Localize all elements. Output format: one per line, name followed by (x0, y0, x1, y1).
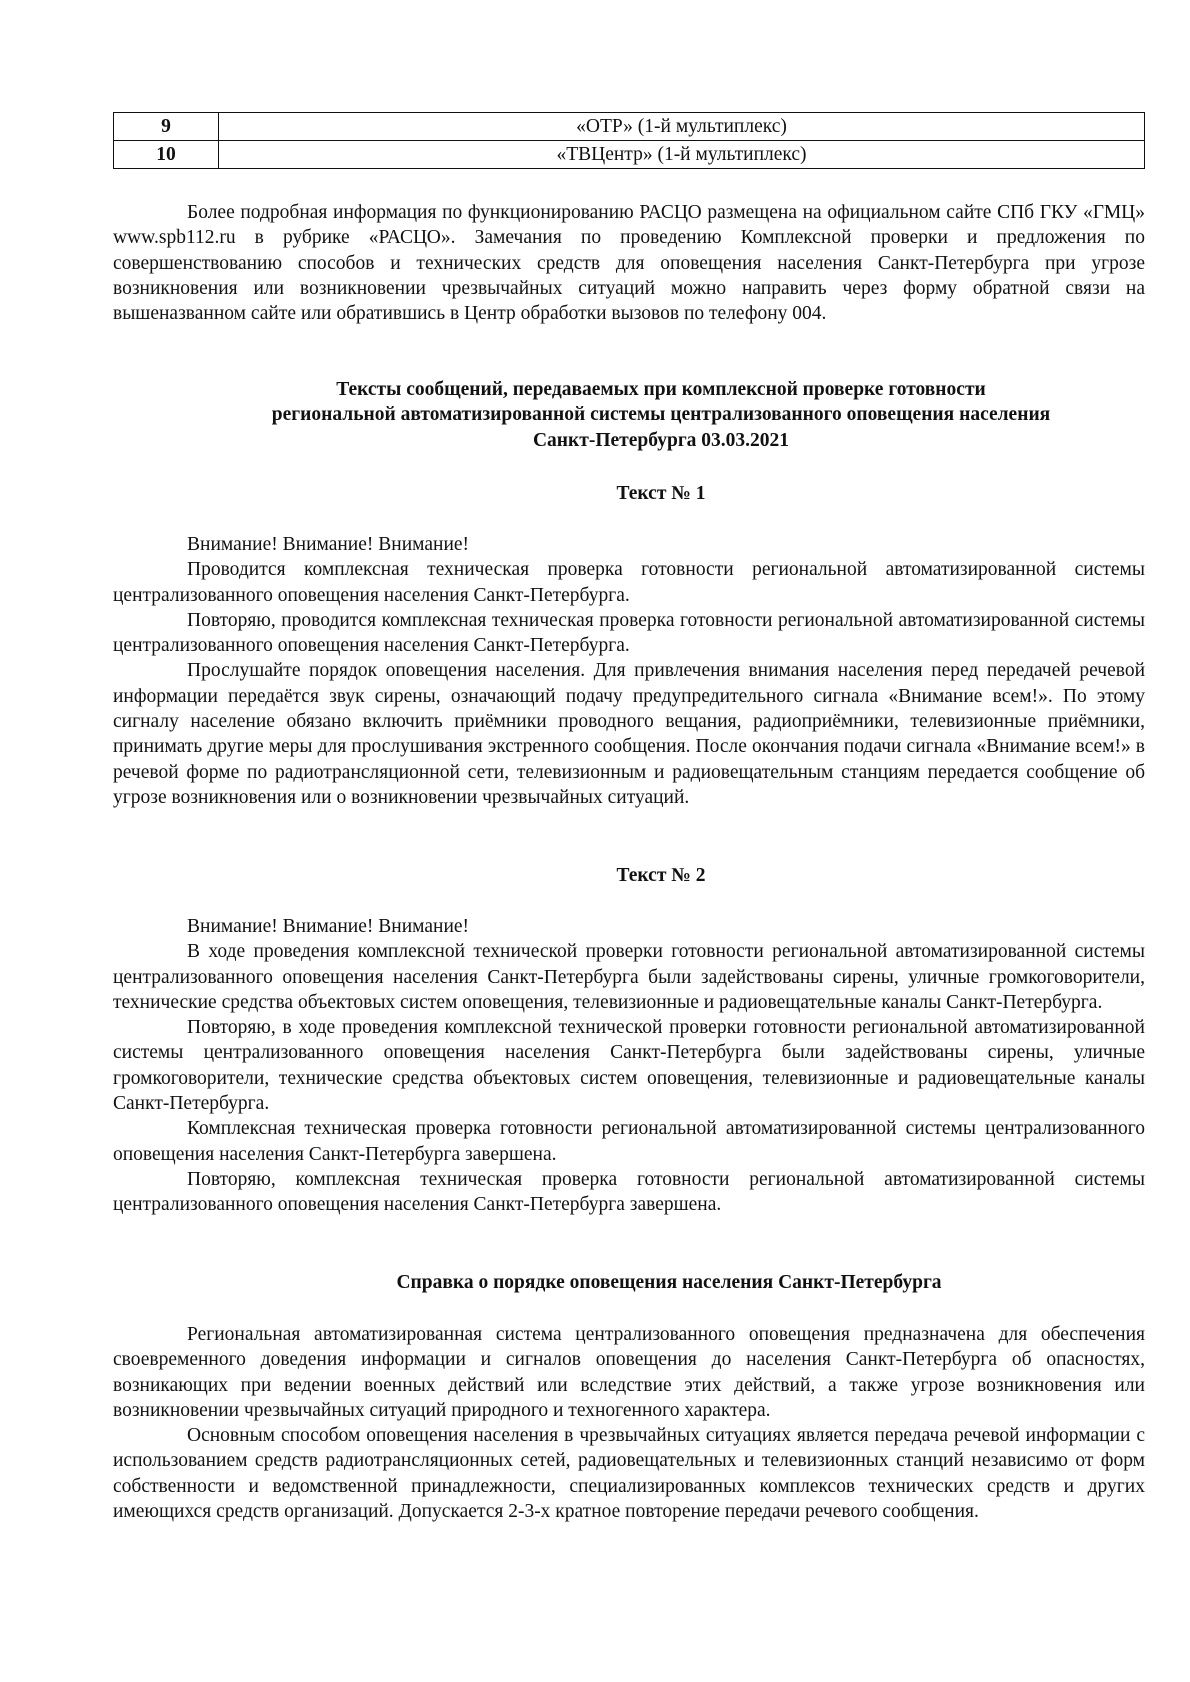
intro-paragraph: Более подробная информация по функционированию РАСЦО размещена на официальном сайте СПб ГКУ «ГМЦ» www.spb112.ru в рубрике «РАСЦО». Замечания по проведению Комплексной проверки и предложения по совершенствованию способов и технических средств для оповещения населения Санкт-Петербурга при угрозе возникновения или возникновении чрезвычайных ситуаций можно направить через форму обратной связи на вышеназванном сайте или обратившись в Центр обработки вызовов по телефону 004. (113, 202, 1145, 325)
table-row (114, 113, 1145, 141)
table-row (114, 141, 1145, 169)
intro-section (113, 200, 1145, 326)
reference-paragraph: Региональная автоматизированная система централизованного оповещения предназначена для обеспечения своевременного доведения информации и сигналов оповещения до населения Санкт-Петербурга об опасностях, возникающих при ведении военных действий или вследствие этих действий, а также угрозе возникновения или возникновении чрезвычайных ситуаций природного и техногенного характера. (113, 1324, 1145, 1421)
channels-table (113, 112, 1145, 169)
text-1-paragraph: Повторяю, проводится комплексная техническая проверка готовности региональной автоматизированной системы централизованного оповещения населения Санкт-Петербурга. (113, 609, 1145, 657)
text-2-heading: Текст № 2 (616, 865, 706, 886)
text-1-body (113, 532, 1145, 810)
text-1-section (113, 481, 1145, 506)
text-1-paragraph: Прослушайте порядок оповещения населения. Для привлечения внимания населения перед передачей речевой информации передаётся звук сирены, означающий подачу предупредительного сигнала «Внимание всем!». По этому сигналу население обязано включить приёмники проводного вещания, радиоприёмники, телевизионные приёмники, принимать другие меры для прослушивания экстренного сообщения. После окончания подачи сигнала «Внимание всем!» в речевой форме по радиотрансляционной сети, телевизионным и радиовещательным станциям передается сообщение об угрозе возникновения или о возникновении чрезвычайных ситуаций. (113, 660, 1145, 808)
messages-title (113, 377, 1145, 453)
row-number: 10 (114, 141, 219, 169)
row-number: 9 (114, 113, 219, 141)
reference-section (113, 1270, 1145, 1295)
reference-paragraph: Основным способом оповещения населения в чрезвычайных ситуациях является передача речевой информации с использованием средств радиотрансляционных сетей, радиовещательных и телевизионных станций независимо от форм собственности и ведомственной принадлежности, специализированных комплексов технических средств и других имеющихся средств организаций. Допускается 2-3-х кратное повторение передачи речевого сообщения. (113, 1425, 1145, 1523)
text-1-heading: Текст № 1 (616, 483, 706, 504)
text-2-section (113, 863, 1145, 888)
reference-heading: Справка о порядке оповещения населения Санкт-Петербурга (396, 1272, 942, 1293)
text-2-paragraph: Повторяю, комплексная техническая проверка готовности региональной автоматизированной системы централизованного оповещения населения Санкт-Петербурга завершена. (113, 1168, 1145, 1216)
text-2-body (113, 914, 1145, 1218)
text-2-paragraph: Комплексная техническая проверка готовности региональной автоматизированной системы централизованного оповещения населения Санкт-Петербурга завершена. (113, 1118, 1145, 1165)
text-2-paragraph: В ходе проведения комплексной технической проверки готовности региональной автоматизированной системы централизованного оповещения населения Санкт-Петербурга были задействованы сирены, уличные громкоговорители, технические средства объектовых систем оповещения, телевизионные и радиовещательные каналы Санкт-Петербурга. (113, 941, 1145, 1013)
text-2-attention: Внимание! Внимание! Внимание! (187, 916, 470, 937)
channel-name: «ОТР» (1-й мультиплекс) (219, 113, 1145, 141)
text-1-attention: Внимание! Внимание! Внимание! (187, 534, 470, 555)
title-line-1: Тексты сообщений, передаваемых при комплексной проверке готовности (336, 379, 986, 400)
reference-body (113, 1322, 1145, 1524)
title-line-2: региональной автоматизированной системы централизованного оповещения населения (271, 404, 1051, 426)
title-line-3: Санкт-Петербурга 03.03.2021 (532, 429, 790, 451)
text-1-paragraph: Проводится комплексная техническая проверка готовности региональной автоматизированной системы централизованного оповещения населения Санкт-Петербурга. (113, 559, 1145, 606)
channel-name: «ТВЦентр» (1-й мультиплекс) (219, 141, 1145, 169)
text-2-paragraph: Повторяю, в ходе проведения комплексной технической проверки готовности региональной автоматизированной системы централизованного оповещения населения Санкт-Петербурга были задействованы сирены, уличные громкоговорители, технические средства объектовых систем оповещения, телевизионные и радиовещательные каналы Санкт-Петербурга. (113, 1017, 1145, 1115)
